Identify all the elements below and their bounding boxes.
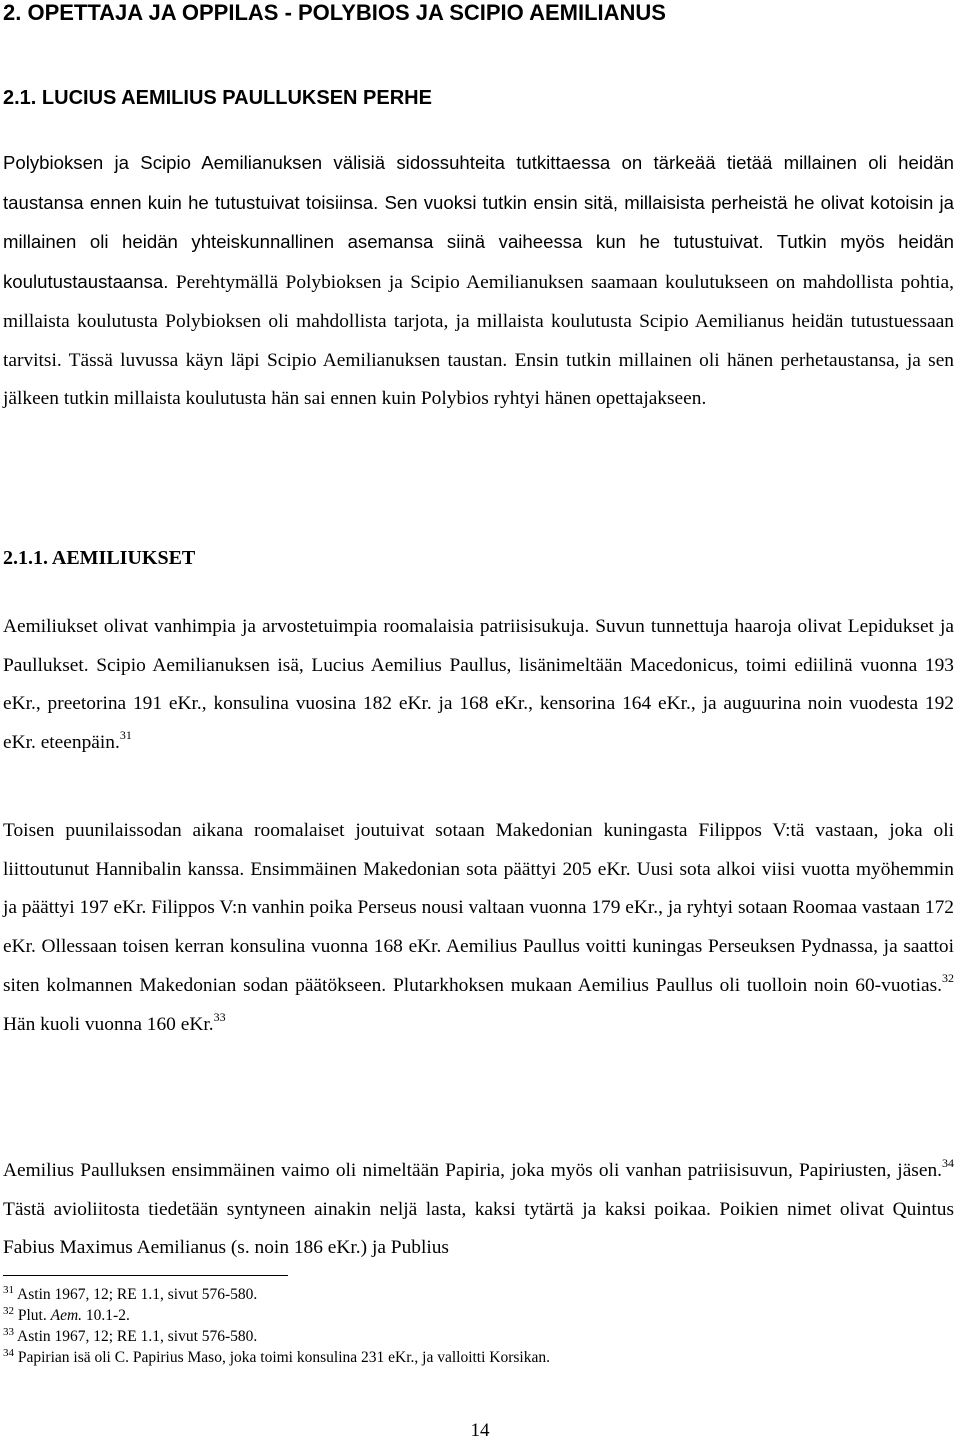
aemilii-paragraph bbox=[3, 608, 954, 763]
intro-sentence-c: Perehtymällä Polybioksen ja Scipio Aemilianuksen saamaan koulutukseen on mahdollista pohtia, millaista koulutusta Polybioksen oli mahdollista tarjota, ja millaista koulutusta Scipio Aemilianus heidän tutustuessaan tarvitsi. Tässä luvussa käyn läpi Scipio Aemilianuksen taustan. Ensin tutkin millainen oli hänen perhetaustansa, ja sen jälkeen tutkin millaista koulutusta hän sai ennen kuin Polybios ryhtyi hänen opettajakseen. bbox=[3, 272, 954, 410]
page-number: 14 bbox=[470, 1420, 490, 1441]
chapter-heading: 2. OPETTAJA JA OPPILAS - POLYBIOS JA SCIPIO AEMILIANUS bbox=[3, 0, 666, 25]
footnote-number: 31 bbox=[3, 1284, 14, 1296]
footnote-number: 33 bbox=[3, 1326, 14, 1338]
footnote bbox=[3, 1305, 943, 1326]
footnote-text: Plut. bbox=[17, 1307, 51, 1324]
footnote-text: Papirian isä oli C. Papirius Maso, joka toimi konsulina 231 eKr., ja valloitti Korsikan. bbox=[17, 1349, 550, 1366]
footnotes bbox=[3, 1284, 943, 1368]
footnote-work-title: Aem. bbox=[50, 1307, 83, 1324]
intro-sentence-b: Sen vuoksi tutkin ensin sitä, millaisista perheistä he olivat kotoisin ja millainen oli heidän yhteiskunnallinen asemansa siinä vaiheessa kun he tutustuivat. Tutkin myös heidän koulutustaustaansa. bbox=[3, 191, 954, 293]
papiria-paragraph bbox=[3, 1152, 954, 1268]
footnote-text: Astin 1967, 12; RE 1.1, sivut 576-580. bbox=[17, 1328, 258, 1345]
papiria-text: Aemilius Paulluksen ensimmäinen vaimo oli nimeltään Papiria, joka myös oli vanhan patriisisuvun, Papiriusten, jäsen. bbox=[3, 1160, 942, 1181]
footnote bbox=[3, 1284, 943, 1305]
footnote-number: 34 bbox=[3, 1347, 14, 1359]
war-paragraph bbox=[3, 812, 954, 1044]
war-text-b: Hän kuoli vuonna 160 eKr. bbox=[3, 1013, 214, 1035]
intro-paragraph bbox=[3, 144, 954, 419]
section-heading: 2.1. LUCIUS AEMILIUS PAULLUKSEN PERHE bbox=[3, 87, 432, 109]
footnote-text: 10.1-2. bbox=[82, 1307, 130, 1324]
footnote-ref-31[interactable]: 31 bbox=[119, 728, 132, 743]
subsection-heading: 2.1.1. AEMILIUKSET bbox=[3, 547, 196, 569]
footnote-divider bbox=[3, 1275, 288, 1276]
war-text: Toisen puunilaissodan aikana roomalaiset joutuivat sotaan Makedonian kuningasta Filippos V:tä vastaan, joka oli liittoutunut Hannibalin kanssa. Ensimmäinen Makedonian sota päättyi 205 eKr. Uusi sota alkoi viisi vuotta myöhemmin ja päättyi 197 eKr. Filippos V:n vanhin poika Perseus nousi valtaan vuonna 179 eKr., ja ryhtyi sotaan Roomaa vastaan 172 eKr. Ollessaan toisen kerran konsulina vuonna 168 eKr. Aemilius Paullus voitti kuningas Perseuksen Pydnassa, ja saattoi siten kolmannen Makedonian sodan päätökseen. Plutarkhoksen mukaan Aemilius Paullus oli tuolloin noin 60-vuotias. bbox=[3, 820, 954, 996]
footnote bbox=[3, 1326, 943, 1347]
footnote-ref-34[interactable]: 34 bbox=[942, 1156, 954, 1170]
footnote-ref-33[interactable]: 33 bbox=[213, 1009, 226, 1024]
footnote-ref-32[interactable]: 32 bbox=[942, 970, 954, 985]
aemilii-text: Aemiliukset olivat vanhimpia ja arvostetuimpia roomalaisia patriisisukuja. Suvun tunnettuja haaroja olivat Lepidukset ja Paullukset. Scipio Aemilianuksen isä, Lucius Aemilius Paullus, lisänimeltään Macedonicus, toimi ediilinä vuonna 193 eKr., preetorina 191 eKr., konsulina vuosina 182 eKr. ja 168 eKr., kensorina 164 eKr., ja auguurina noin vuodesta 192 eKr. eteenpäin. bbox=[3, 616, 954, 754]
papiria-text-b: Tästä avioliitosta tiedetään syntyneen ainakin neljä lasta, kaksi tytärtä ja kaksi poikaa. Poikien nimet olivat Quintus Fabius Maximus Aemilianus (s. noin 186 eKr.) ja Publius bbox=[3, 1198, 954, 1259]
footnote bbox=[3, 1347, 943, 1368]
footnote-text: Astin 1967, 12; RE 1.1, sivut 576-580. bbox=[17, 1286, 258, 1303]
footnote-number: 32 bbox=[3, 1305, 14, 1317]
intro-sentence-a: Polybioksen ja Scipio Aemilianuksen välisiä sidossuhteita tutkittaessa on tärkeää tietää millainen oli heidän taustansa ennen kuin he tutustuivat toisiinsa. bbox=[3, 152, 954, 213]
